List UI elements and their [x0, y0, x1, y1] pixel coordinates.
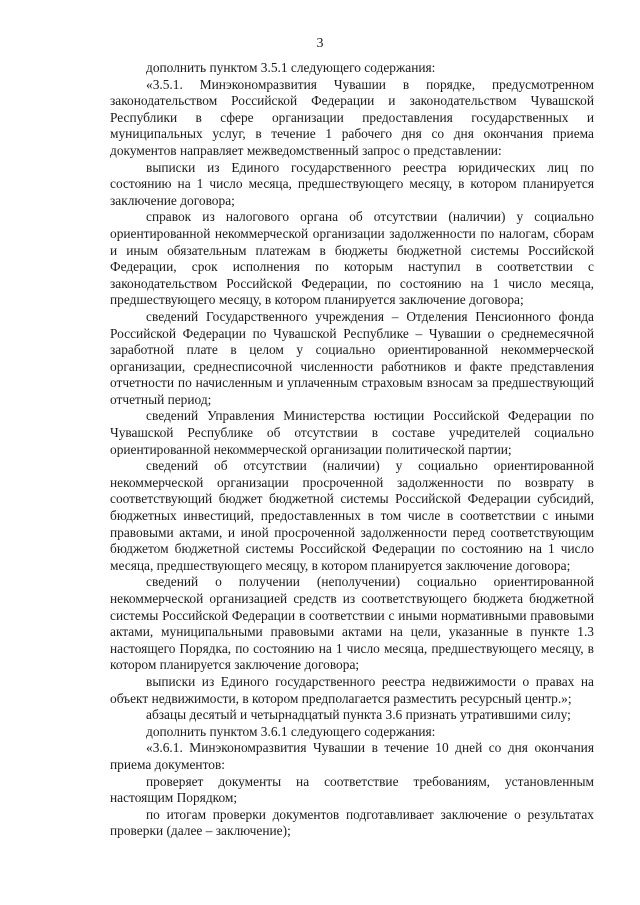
paragraph: «3.6.1. Минэкономразвития Чувашии в течение 10 дней со дня окончания приема документов: [110, 740, 594, 772]
page-number: 3 [316, 36, 324, 51]
paragraph: сведений Управления Министерства юстиции Российской Федерации по Чувашской Республике об отсутствии в составе учредителей социально ориентированной некоммерческой организации политической партии; [110, 408, 594, 457]
paragraph: «3.5.1. Минэкономразвития Чувашии в порядке, предусмотренном законодательством Российской Федерации и законодательством Чувашской Республики в сфере организации предоставления государственных и муниципальных услуг, в течение 1 рабочего дня со дня окончания приема документов направляет межведомственный запрос о представлении: [110, 76, 594, 158]
paragraph: по итогам проверки документов подготавливает заключение о результатах проверки (далее – заключение); [110, 806, 594, 839]
paragraph: справок из налогового органа об отсутствии (наличии) у социально ориентированной некоммерческой организации задолженности по налогам, сборам и иным обязательным платежам в бюджеты бюджетной системы Российской Федерации, срок исполнения по которым наступил в соответствии с законодательством Российской Федерации, по состоянию на 1 число месяца, предшествующего месяцу, в котором планируется заключение договора; [110, 209, 594, 308]
paragraph: выписки из Единого государственного реестра юридических лиц по состоянию на 1 число месяца, предшествующего месяцу, в котором планируется заключение договора; [110, 159, 594, 208]
paragraph: сведений о получении (неполучении) социально ориентированной некоммерческой организацией средств из соответствующего бюджета бюджетной системы Российской Федерации в соответствии с иными нормативными правовыми актами, муниципальными правовыми актами на цели, указанные в пункте 1.3 настоящего Порядка, по состоянию на 1 число месяца, предшествующего месяцу, в котором планируется заключение договора; [110, 574, 594, 673]
document-body [110, 60, 594, 840]
paragraph: дополнить пунктом 3.5.1 следующего содержания: [146, 60, 436, 75]
paragraph: сведений Государственного учреждения – Отделения Пенсионного фонда Российской Федерации по Чувашской Республике – Чувашии о среднемесячной заработной плате в целом у социально ориентированной некоммерческой организации, среднесписочной численности работников и факте представления отчетности по начисленным и уплаченным страховым взносам за предшествующий отчетный период; [110, 308, 594, 407]
paragraph: выписки из Единого государственного реестра недвижимости о правах на объект недвижимости, в котором предполагается разместить ресурсный центр.»; [110, 673, 594, 706]
paragraph: проверяет документы на соответствие требованиям, установленным настоящим Порядком; [110, 773, 594, 806]
paragraph: абзацы десятый и четырнадцатый пункта 3.6 признать утратившими силу; [146, 707, 571, 723]
paragraph: сведений об отсутствии (наличии) у социально ориентированной некоммерческой организации просроченной задолженности по возврату в соответствующий бюджет бюджетной системы Российской Федерации субсидий, бюджетных инвестиций, предоставленных в том числе в соответствии с иными правовыми актами, и иной просроченной задолженности перед соответствующим бюджетом бюджетной системы Российской Федерации по состоянию на 1 число месяца, предшествующего месяцу, в котором планируется заключение договора; [110, 458, 594, 573]
paragraph: дополнить пунктом 3.6.1 следующего содержания: [146, 723, 436, 739]
